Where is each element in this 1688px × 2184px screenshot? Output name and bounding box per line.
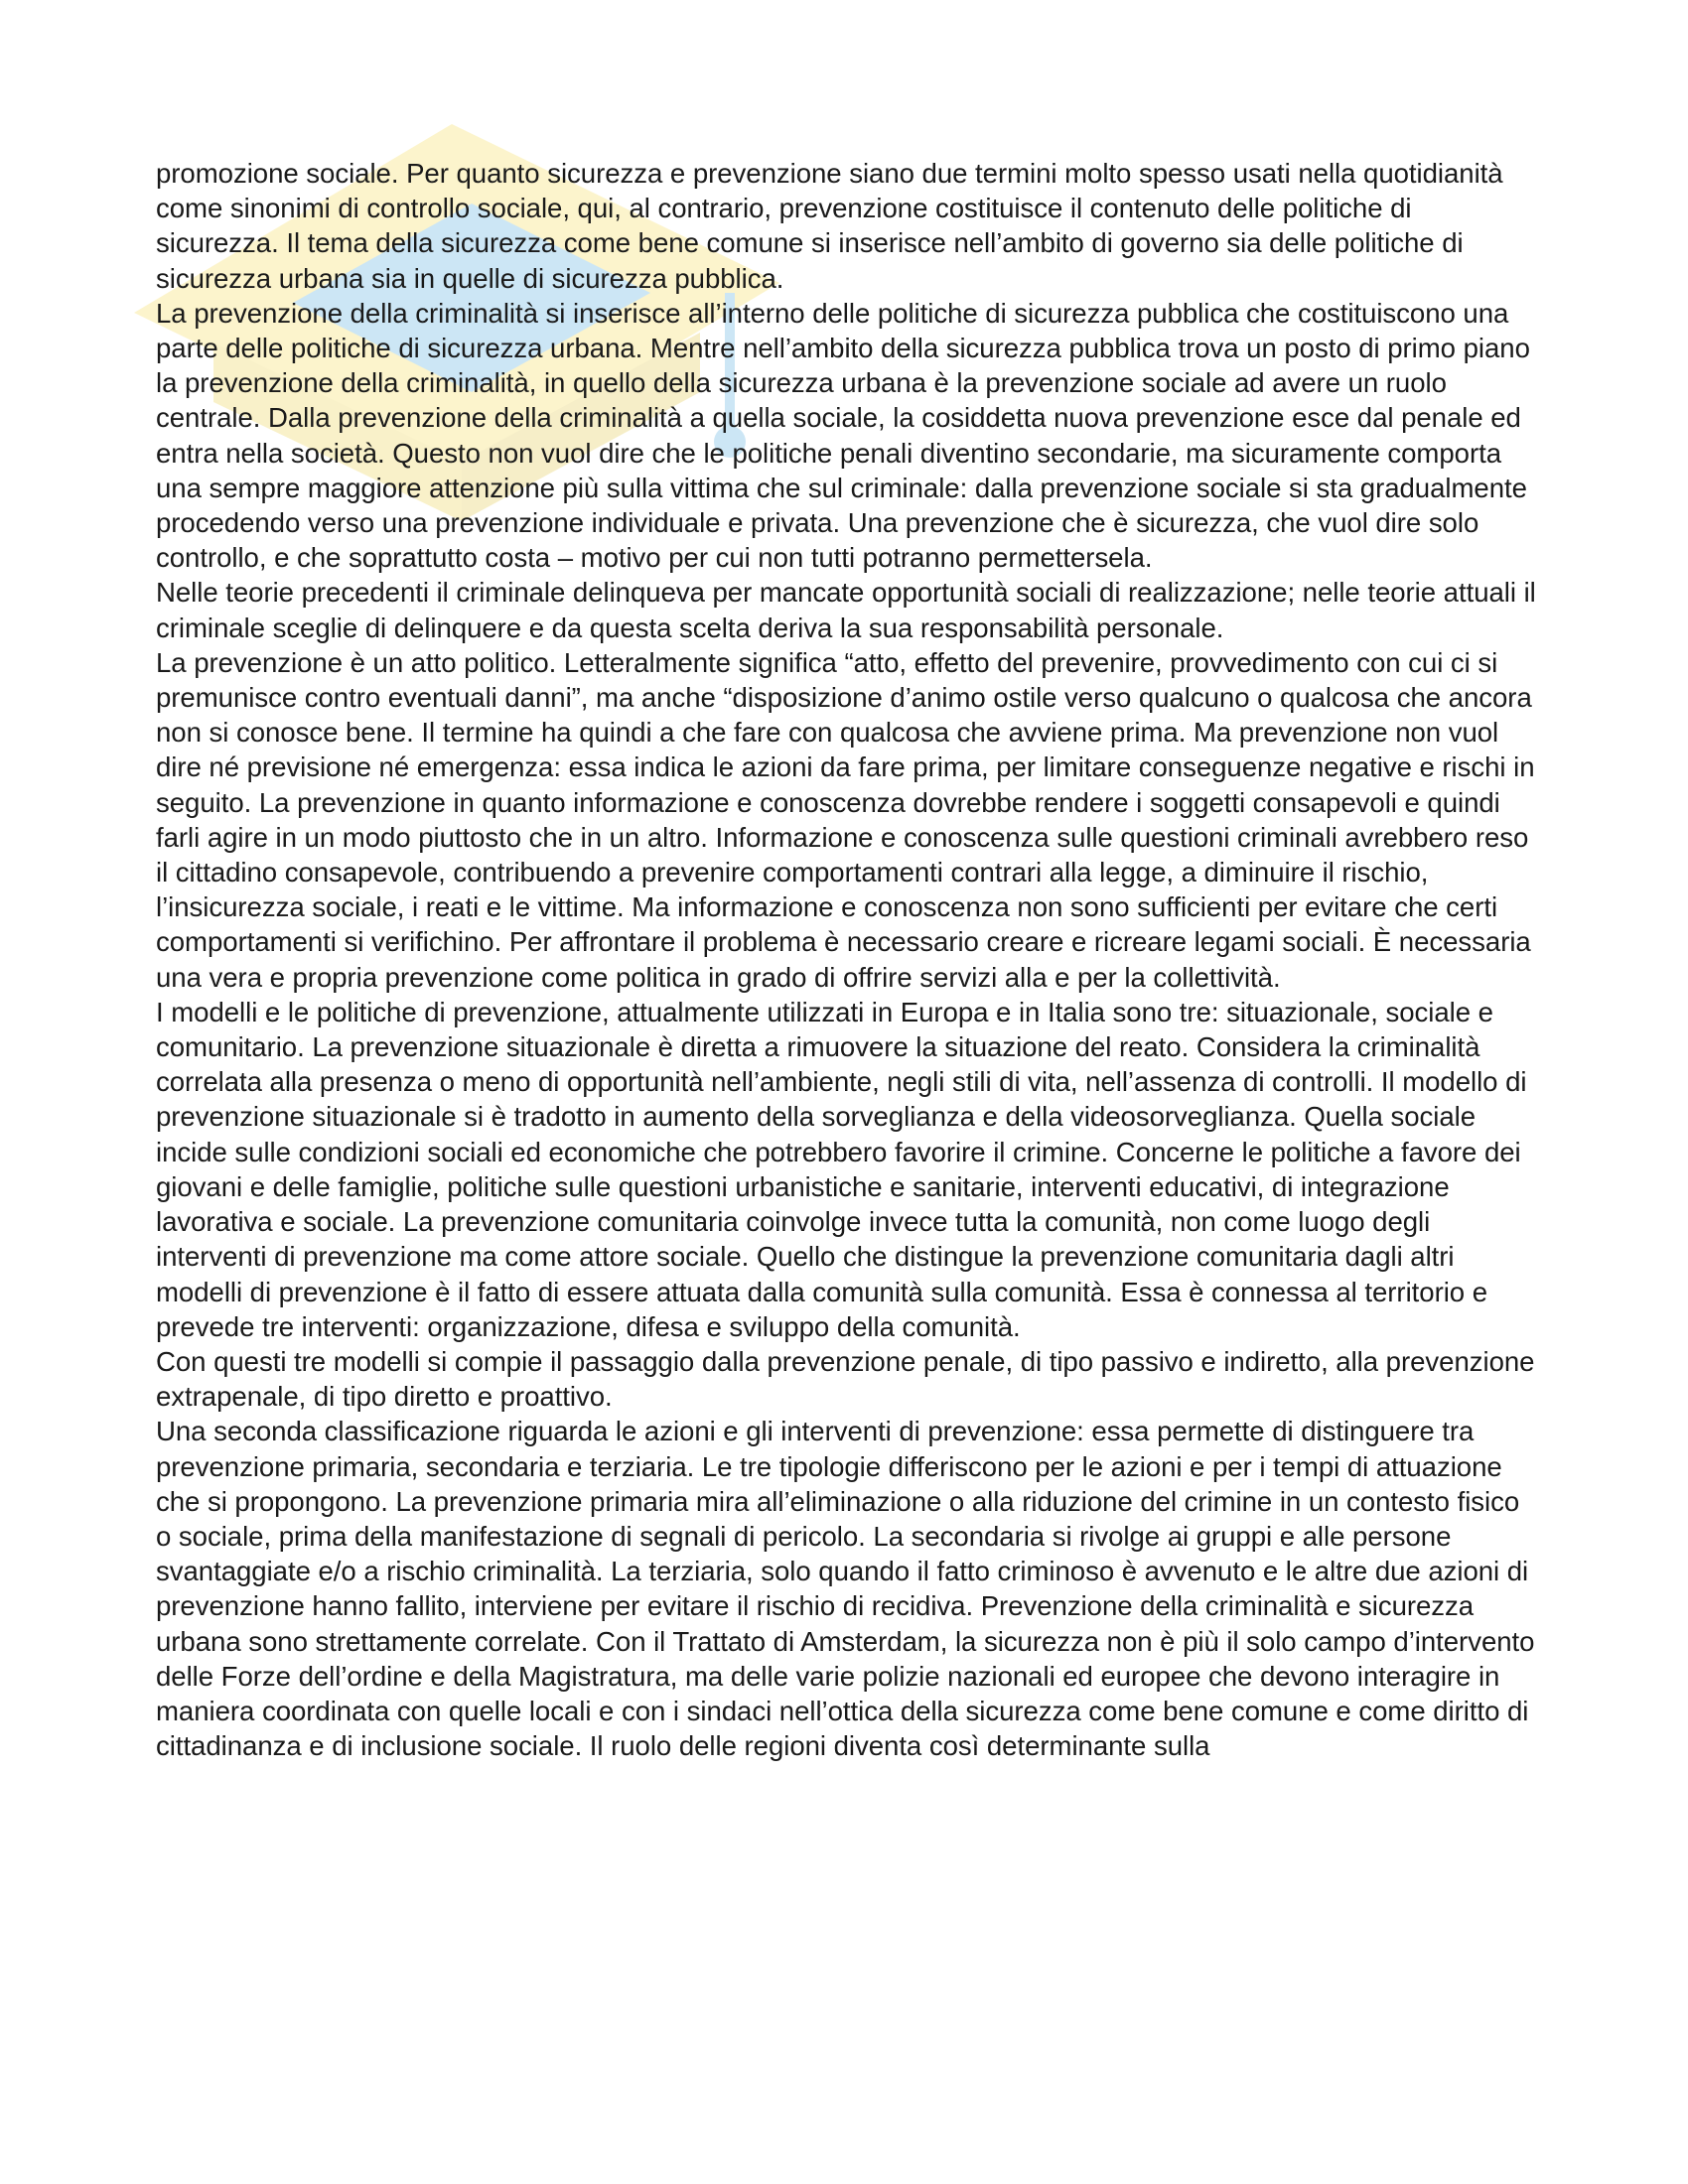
paragraph-3: Nelle teorie precedenti il criminale delinqueva per mancate opportunità sociali di realizzazione; nelle teorie attuali il criminale sceglie di delinquere e da questa scelta deriva la sua responsabilità personale. <box>156 577 1536 643</box>
document-body <box>156 156 1541 1763</box>
paragraph-4: La prevenzione è un atto politico. Letteralmente significa “atto, effetto del prevenire, provvedimento con cui ci si premunisce contro eventuali danni”, ma anche “disposizione d’animo ostile verso qualcuno o qualcosa che ancora non si conosce bene. Il termine ha quindi a che fare con qualcosa che avviene prima. Ma prevenzione non vuol dire né previsione né emergenza: essa indica le azioni da fare prima, per limitare conseguenze negative e rischi in seguito. La prevenzione in quanto informazione e conoscenza dovrebbe rendere i soggetti consapevoli e quindi farli agire in un modo piuttosto che in un altro. Informazione e conoscenza sulle questioni criminali avrebbero reso il cittadino consapevole, contribuendo a prevenire comportamenti contrari alla legge, a diminuire il rischio, l’insicurezza sociale, i reati e le vittime. Ma informazione e conoscenza non sono sufficienti per evitare che certi comportamenti si verifichino. Per affrontare il problema è necessario creare e ricreare legami sociali. È necessaria una vera e propria prevenzione come politica in grado di offrire servizi alla e per la collettività. <box>156 646 1535 993</box>
paragraph-2: La prevenzione della criminalità si inserisce all’interno delle politiche di sicurezza pubblica che costituiscono una parte delle politiche di sicurezza urbana. Mentre nell’ambito della sicurezza pubblica trova un posto di primo piano la prevenzione della criminalità, in quello della sicurezza urbana è la prevenzione sociale ad avere un ruolo centrale. Dalla prevenzione della criminalità a quella sociale, la cosiddetta nuova prevenzione esce dal penale ed entra nella società. Questo non vuol dire che le politiche penali diventino secondarie, ma sicuramente comporta una sempre maggiore attenzione più sulla vittima che sul criminale: dalla prevenzione sociale si sta gradualmente procedendo verso una prevenzione individuale e privata. Una prevenzione che è sicurezza, che vuol dire solo controllo, e che soprattutto costa – motivo per cui non tutti potranno permettersela. <box>156 297 1530 574</box>
paragraph-7: Una seconda classificazione riguarda le azioni e gli interventi di prevenzione: essa permette di distinguere tra prevenzione primaria, secondaria e terziaria. Le tre tipologie differiscono per le azioni e per i tempi di attuazione che si propongono. La prevenzione primaria mira all’eliminazione o alla riduzione del crimine in un contesto fisico o sociale, prima della manifestazione di segnali di pericolo. La secondaria si rivolge ai gruppi e alle persone svantaggiate e/o a rischio criminalità. La terziaria, solo quando il fatto criminoso è avvenuto e le altre due azioni di prevenzione hanno fallito, interviene per evitare il rischio di recidiva. Prevenzione della criminalità e sicurezza urbana sono strettamente correlate. Con il Trattato di Amsterdam, la sicurezza non è più il solo campo d’intervento delle Forze dell’ordine e della Magistratura, ma delle varie polizie nazionali ed europee che devono interagire in maniera coordinata con quelle locali e con i sindaci nell’ottica della sicurezza come bene comune e come diritto di cittadinanza e di inclusione sociale. Il ruolo delle regioni diventa così determinante sulla <box>156 1416 1535 1762</box>
paragraph-6: Con questi tre modelli si compie il passaggio dalla prevenzione penale, di tipo passivo e indiretto, alla prevenzione extrapenale, di tipo diretto e proattivo. <box>156 1345 1535 1413</box>
paragraph-1: promozione sociale. Per quanto sicurezza e prevenzione siano due termini molto spesso usati nella quotidianità come sinonimi di controllo sociale, qui, al contrario, prevenzione costituisce il contenuto delle politiche di sicurezza. Il tema della sicurezza come bene comune si inserisce nell’ambito di governo sia delle politiche di sicurezza urbana sia in quelle di sicurezza pubblica. <box>156 158 1503 294</box>
paragraph-5: I modelli e le politiche di prevenzione, attualmente utilizzati in Europa e in Italia sono tre: situazionale, sociale e comunitario. La prevenzione situazionale è diretta a rimuovere la situazione del reato. Considera la criminalità correlata alla presenza o meno di opportunità nell’ambiente, negli stili di vita, nell’assenza di controlli. Il modello di prevenzione situazionale si è tradotto in aumento della sorveglianza e della videosorveglianza. Quella sociale incide sulle condizioni sociali ed economiche che potrebbero favorire il crimine. Concerne le politiche a favore dei giovani e delle famiglie, politiche sulle questioni urbanistiche e sanitarie, interventi educativi, di integrazione lavorativa e sociale. La prevenzione comunitaria coinvolge invece tutta la comunità, non come luogo degli interventi di prevenzione ma come attore sociale. Quello che distingue la prevenzione comunitaria dagli altri modelli di prevenzione è il fatto di essere attuata dalla comunità sulla comunità. Essa è connessa al territorio e prevede tre interventi: organizzazione, difesa e sviluppo della comunità. <box>156 996 1527 1342</box>
